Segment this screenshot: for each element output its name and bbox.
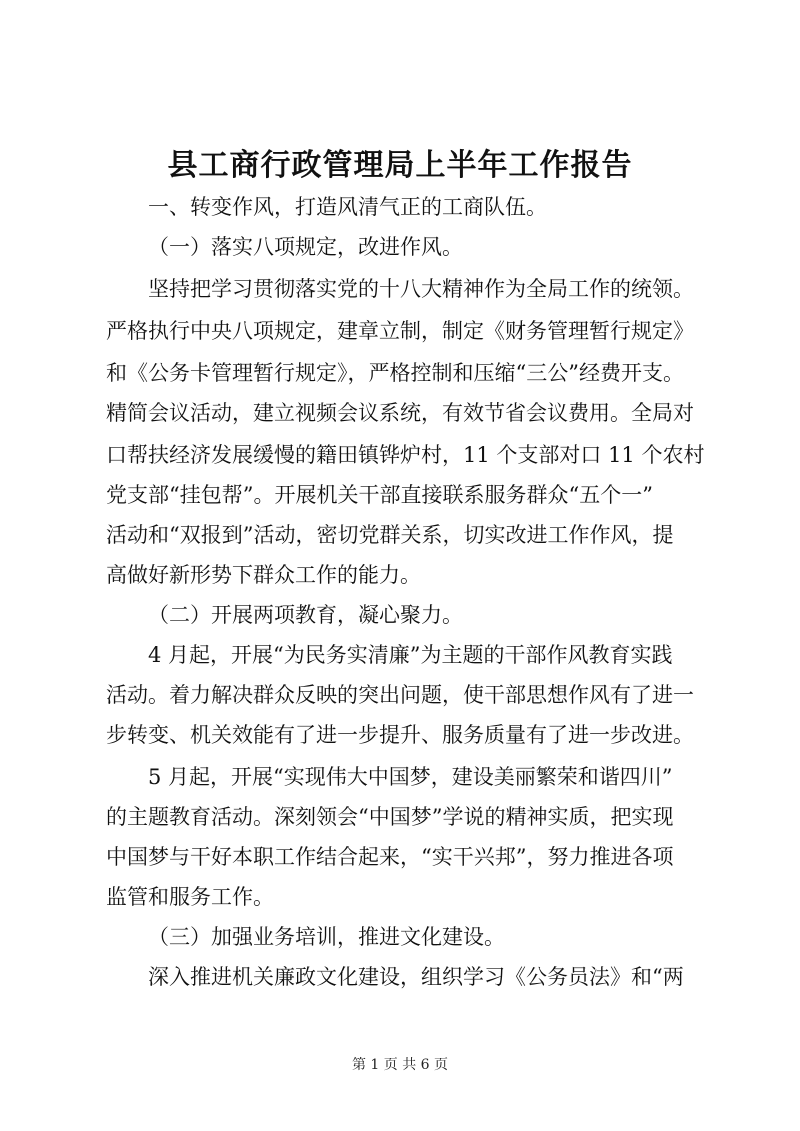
paragraph-line: 5 月起，开展“实现伟大中国梦，建设美丽繁荣和谐四川” bbox=[148, 765, 673, 789]
paragraph-line: 活动。着力解决群众反映的突出问题，使干部思想作风有了进一 bbox=[106, 683, 694, 707]
subheading-1: （一）落实八项规定，改进作风。 bbox=[148, 235, 463, 259]
paragraph-line: 步转变、机关效能有了进一步提升、服务质量有了进一步改进。 bbox=[106, 723, 694, 747]
paragraph-line: 中国梦与干好本职工作结合起来，“实干兴邦”，努力推进各项 bbox=[106, 845, 674, 869]
page-number-footer: 第 1 页 共 6 页 bbox=[351, 1057, 449, 1073]
heading-section-1: 一、转变作风，打造风清气正的工商队伍。 bbox=[148, 195, 547, 219]
paragraph-line: 严格执行中央八项规定，建章立制，制定《财务管理暂行规定》 bbox=[106, 319, 694, 343]
paragraph-line: 4 月起，开展“为民务实清廉”为主题的干部作风教育实践 bbox=[148, 643, 673, 667]
paragraph-line: 坚持把学习贯彻落实党的十八大精神作为全局工作的统领。 bbox=[148, 277, 694, 301]
paragraph-line: 的主题教育活动。深刻领会“中国梦”学说的精神实质，把实现 bbox=[106, 805, 674, 829]
paragraph-line: 高做好新形势下群众工作的能力。 bbox=[106, 563, 421, 587]
paragraph-line: 党支部“挂包帮”。开展机关干部直接联系服务群众“五个一” bbox=[106, 483, 653, 507]
paragraph-line: 精简会议活动，建立视频会议系统，有效节省会议费用。全局对 bbox=[106, 401, 694, 425]
paragraph-line: 监管和服务工作。 bbox=[106, 885, 274, 909]
paragraph-line: 深入推进机关廉政文化建设，组织学习《公务员法》和“两 bbox=[148, 965, 684, 989]
subheading-3: （三）加强业务培训，推进文化建设。 bbox=[148, 925, 505, 949]
document-title: 县工商行政管理局上半年工作报告 bbox=[167, 148, 633, 183]
paragraph-line: 口帮扶经济发展缓慢的籍田镇铧炉村，11 个支部对口 11 个农村 bbox=[106, 443, 705, 467]
subheading-2: （二）开展两项教育，凝心聚力。 bbox=[148, 603, 463, 627]
paragraph-line: 和《公务卡管理暂行规定》，严格控制和压缩“三公”经费开支。 bbox=[106, 361, 684, 385]
paragraph-line: 活动和“双报到”活动，密切党群关系，切实改进工作作风，提 bbox=[106, 523, 674, 547]
